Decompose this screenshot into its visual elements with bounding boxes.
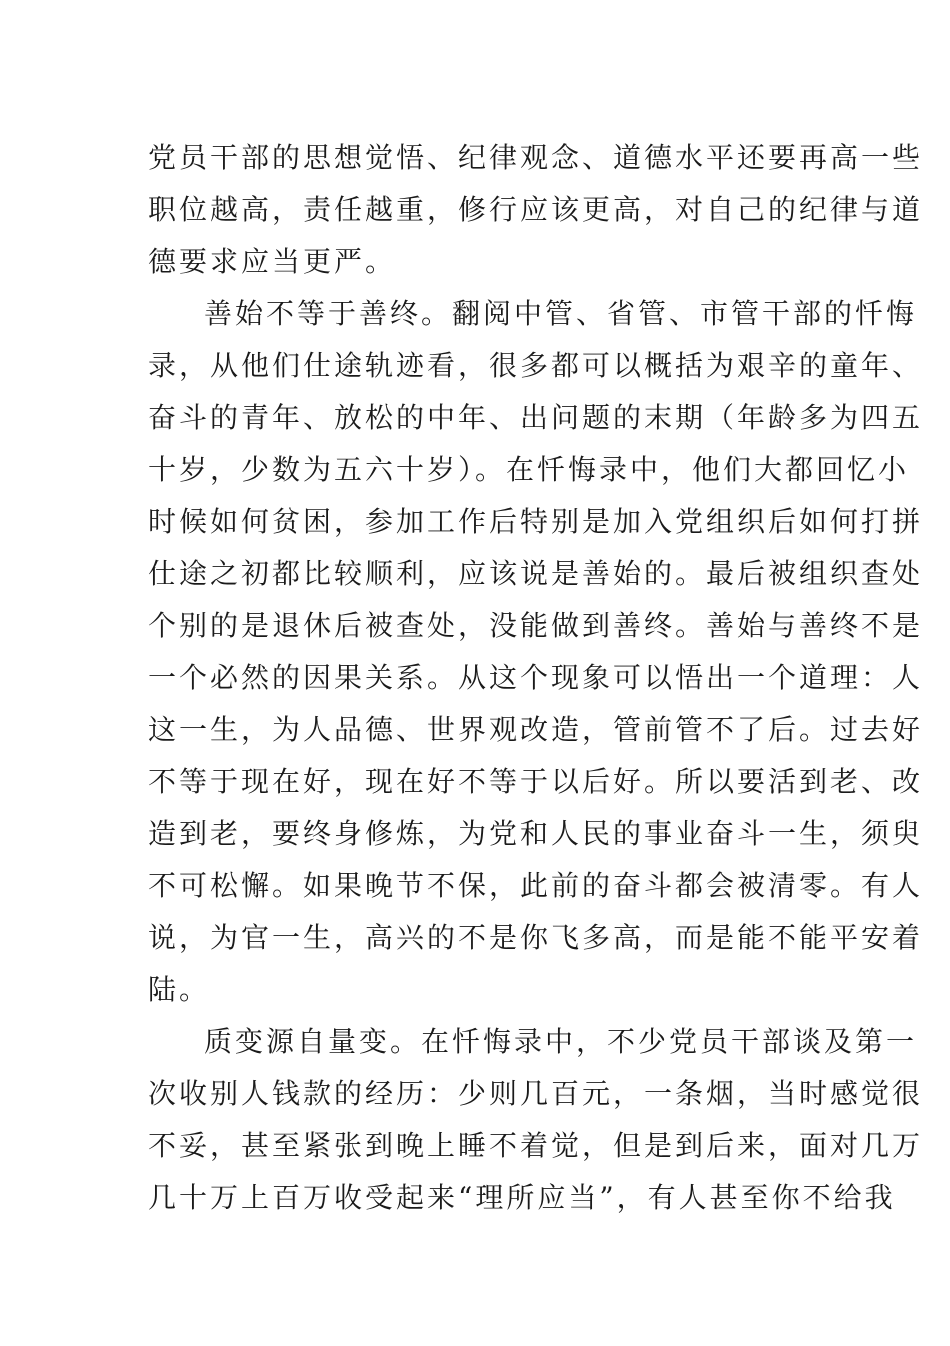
text-line: 时候如何贫困，参加工作后特别是加入党组织后如何打拼 bbox=[148, 505, 924, 538]
text-line: 次收别人钱款的经历：少则几百元，一条烟，当时感觉很 bbox=[148, 1077, 924, 1110]
text-line: 职位越高，责任越重，修行应该更高，对自己的纪律与道 bbox=[148, 193, 924, 226]
text-line: 德要求应当更严。 bbox=[148, 245, 397, 278]
text-line: 不妥，甚至紧张到晚上睡不着觉，但是到后来，面对几万 bbox=[148, 1129, 924, 1162]
body-text bbox=[148, 132, 924, 1224]
text-line: 一个必然的因果关系。从这个现象可以悟出一个道理：人 bbox=[148, 661, 924, 694]
text-line: 录，从他们仕途轨迹看，很多都可以概括为艰辛的童年、 bbox=[148, 349, 924, 382]
paragraph bbox=[148, 288, 924, 1016]
text-line: 不可松懈。如果晚节不保，此前的奋斗都会被清零。有人 bbox=[148, 869, 924, 902]
text-line: 质变源自量变。在忏悔录中，不少党员干部谈及第一 bbox=[204, 1025, 918, 1058]
paragraph bbox=[148, 1016, 924, 1224]
text-line: 不等于现在好，现在好不等于以后好。所以要活到老、改 bbox=[148, 765, 924, 798]
text-line: 几十万上百万收受起来“理所应当”，有人甚至你不给我 bbox=[148, 1181, 896, 1214]
text-line: 陆。 bbox=[148, 973, 211, 1006]
text-line: 党员干部的思想觉悟、纪律观念、道德水平还要再高一些 bbox=[148, 141, 924, 174]
text-line: 善始不等于善终。翻阅中管、省管、市管干部的忏悔 bbox=[204, 297, 918, 330]
text-line: 这一生，为人品德、世界观改造，管前管不了后。过去好 bbox=[148, 713, 924, 746]
text-line: 十岁，少数为五六十岁）。在忏悔录中，他们大都回忆小 bbox=[148, 453, 910, 486]
text-line: 说，为官一生，高兴的不是你飞多高，而是能不能平安着 bbox=[148, 921, 924, 954]
text-line: 造到老，要终身修炼，为党和人民的事业奋斗一生，须臾 bbox=[148, 817, 924, 850]
text-line: 个别的是退休后被查处，没能做到善终。善始与善终不是 bbox=[148, 609, 924, 642]
text-line: 奋斗的青年、放松的中年、出问题的末期（年龄多为四五 bbox=[148, 401, 924, 434]
text-line: 仕途之初都比较顺利，应该说是善始的。最后被组织查处 bbox=[148, 557, 924, 590]
paragraph bbox=[148, 132, 924, 288]
